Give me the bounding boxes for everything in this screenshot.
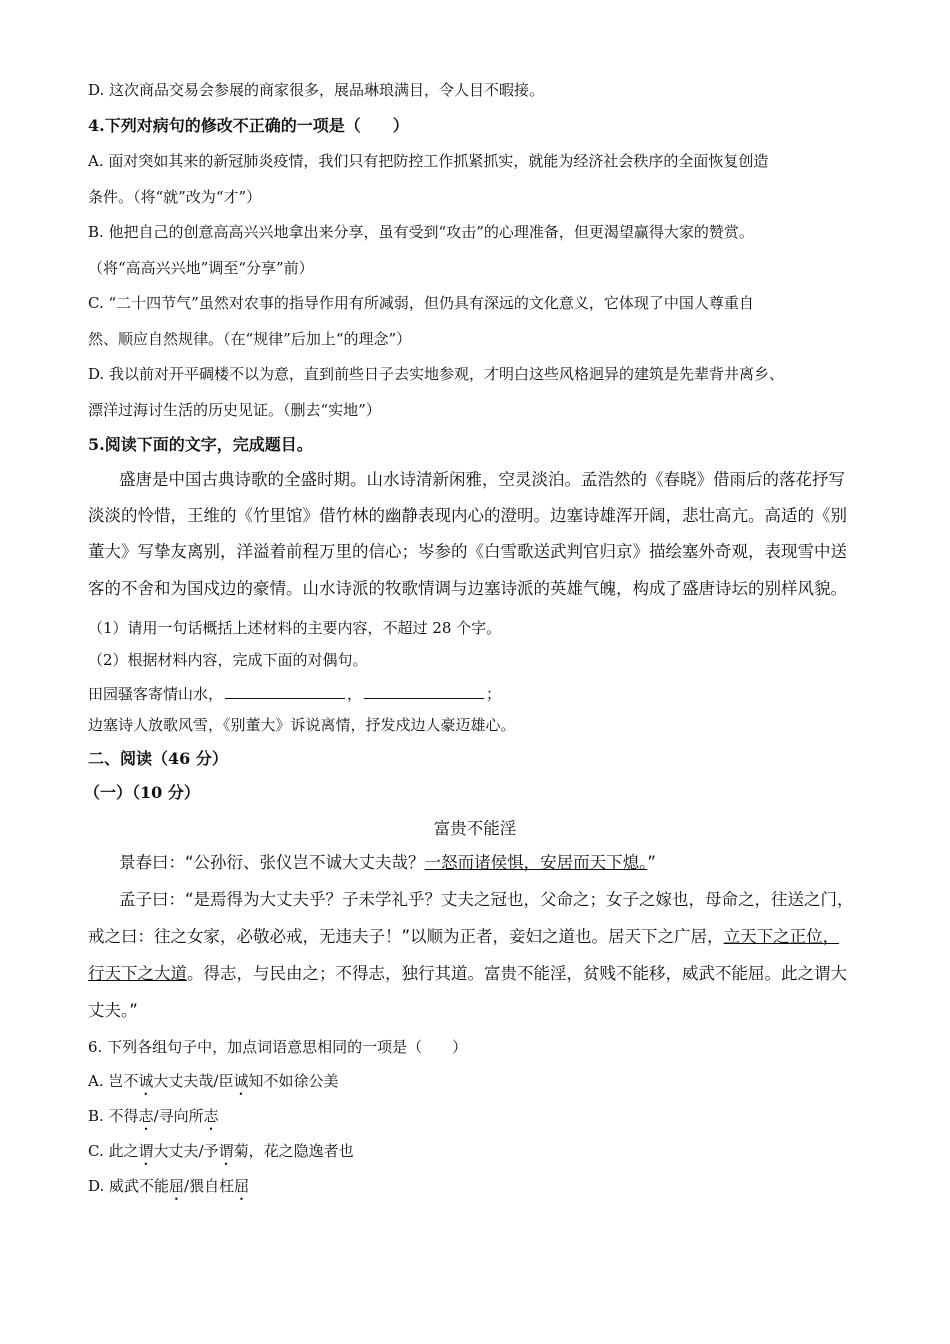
option-text: C. 此之 [88, 1142, 139, 1160]
q6-option-c [88, 1140, 354, 1169]
passage-line1 [119, 852, 656, 874]
option-text: /寻向所 [153, 1107, 204, 1125]
q5-passage-line1: 盛唐是中国古典诗歌的全盛时期。山水诗清新闲雅，空灵淡泊。孟浩然的《春晓》借雨后的落花抒写 [119, 470, 845, 489]
dotted-word: 屈 [169, 1177, 185, 1195]
q4-option-a-line1: A. 面对突如其来的新冠肺炎疫情，我们只有把防控工作抓紧抓实，就能为经济社会秩序的全面恢复创造 [88, 152, 769, 170]
answer-blank-2[interactable] [364, 682, 484, 699]
q5-passage-line4: 客的不舍和为国戍边的豪情。山水诗派的牧歌情调与边塞诗派的英雄气魄，构成了盛唐诗坛的别样风貌。 [88, 579, 847, 598]
q6-option-b [88, 1105, 219, 1134]
passage-line2: 孟子曰：“是焉得为大丈夫乎？子未学礼乎？丈夫之冠也，父命之；女子之嫁也，母命之，往送之门， [119, 890, 854, 909]
q6-option-a [88, 1070, 338, 1099]
option-text: B. 不得 [88, 1107, 139, 1125]
dotted-word: 谓 [218, 1142, 234, 1160]
q4-stem: 4.下列对病句的修改不正确的一项是（ ） [88, 116, 409, 135]
passage-line4-text: 。得志，与民由之；不得志，独行其道。富贵不能淫，贫贱不能移，威武不能屈。此之谓大 [187, 964, 847, 983]
dotted-word: 诚 [138, 1072, 154, 1090]
option-text: D. 威武不能 [88, 1177, 170, 1195]
couplet-prefix: 田园骚客寄情山水， [88, 685, 224, 703]
section2-part1-title: （一）（10 分） [84, 783, 200, 802]
option-text: 大丈夫/予 [153, 1142, 219, 1160]
q4-option-d-line2: 漂洋过海讨生活的历史见证。（删去“实地”） [88, 401, 381, 419]
q4-option-b-line2: （将“高高兴兴地”调至“分享”前） [88, 259, 314, 277]
passage-line3 [88, 926, 839, 948]
option-text: A. 岂不 [88, 1072, 139, 1090]
q3-option-d: D. 这次商品交易会参展的商家很多，展品琳琅满目，令人目不暇接。 [88, 81, 545, 99]
passage-title: 富贵不能淫 [433, 819, 517, 838]
q5-subquestion-2: （2）根据材料内容，完成下面的对偶句。 [88, 651, 368, 669]
q5-passage-line2: 淡淡的怜惜，王维的《竹里馆》借竹林的幽静表现内心的澄明。边塞诗雄浑开阔，悲壮高亢。高适的《别 [88, 506, 847, 525]
passage-line4 [88, 963, 847, 985]
answer-blank-1[interactable] [225, 682, 345, 699]
q5-passage-line3: 董大》写挚友离别，洋溢着前程万里的信心；岑参的《白雪歌送武判官归京》描绘塞外奇观，表现雪中送 [88, 542, 847, 561]
q5-subquestion-1: （1）请用一句话概括上述材料的主要内容，不超过 28 个字。 [88, 619, 502, 637]
passage-line5: 丈夫。” [88, 1001, 138, 1020]
option-text: 知不如徐公美 [248, 1072, 339, 1090]
q5-stem: 5.阅读下面的文字，完成题目。 [88, 435, 313, 454]
couplet-separator: ， [347, 685, 363, 703]
q4-option-b-line1: B. 他把自己的创意高高兴兴地拿出来分享，虽有受到“攻击”的心理准备，但更渴望赢得大家的赞赏。 [88, 223, 754, 241]
option-text: 菊，花之隐逸者也 [233, 1142, 354, 1160]
section2-title: 二、阅读（46 分） [88, 749, 228, 768]
passage-underlined-phrase-1: 立天下之正位， [723, 927, 840, 946]
q5-couplet-line2: 边塞诗人放歌风雪，《别董大》诉说离情，抒发戍边人豪迈雄心。 [88, 716, 516, 734]
q4-option-c-line2: 然、顺应自然规律。（在“规律”后加上“的理念”） [88, 330, 412, 348]
q5-couplet-line1 [88, 682, 501, 705]
dotted-word: 屈 [234, 1177, 250, 1195]
passage-line1-close: ” [647, 853, 656, 872]
passage-underlined-sentence: 一怒而诸侯惧，安居而天下熄。 [424, 853, 648, 872]
dotted-word: 谓 [138, 1142, 154, 1160]
dotted-word: 诚 [233, 1072, 249, 1090]
q6-option-d [88, 1175, 249, 1204]
dotted-word: 志 [138, 1107, 154, 1125]
passage-underlined-phrase-2: 行天下之大道 [88, 964, 187, 983]
couplet-end: ； [486, 685, 502, 703]
q4-option-d-line1: D. 我以前对开平碉楼不以为意，直到前些日子去实地参观，才明白这些风格迥异的建筑是先辈背井离乡、 [88, 365, 785, 383]
q4-option-a-line2: 条件。（将“就”改为“才”） [88, 188, 262, 206]
option-text: /猥自枉 [184, 1177, 235, 1195]
dotted-word: 志 [203, 1107, 219, 1125]
option-text: 大丈夫哉/臣 [153, 1072, 234, 1090]
q6-stem: 6. 下列各组句子中，加点词语意思相同的一项是（ ） [88, 1038, 468, 1056]
q4-option-c-line1: C. “二十四节气”虽然对农事的指导作用有所减弱，但仍具有深远的文化意义，它体现了中国人尊重自 [88, 294, 754, 312]
passage-line1-text: 景春曰：“公孙衍、张仪岂不诚大丈夫哉？ [119, 853, 425, 872]
passage-line3-text: 戒之曰：往之女家，必敬必戒，无违夫子！”以顺为正者，妾妇之道也。居天下之广居， [88, 927, 724, 946]
